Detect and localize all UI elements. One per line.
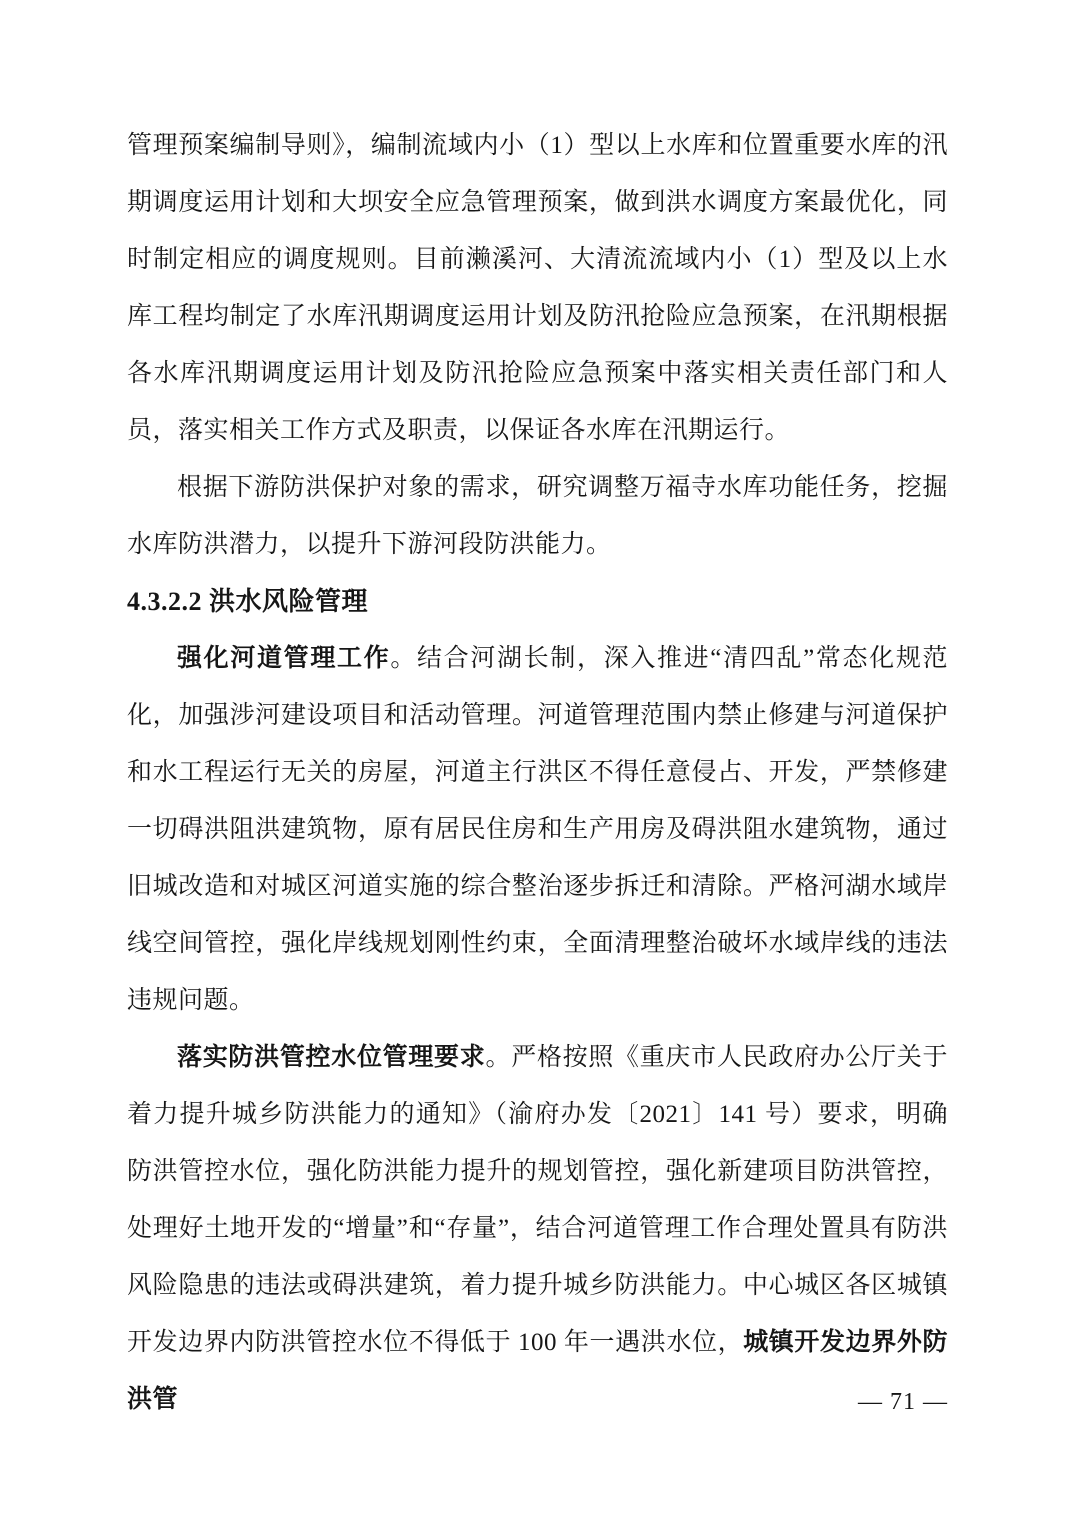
bold-lead-flood-control-level: 落实防洪管控水位管理要求 <box>177 1044 486 1071</box>
paragraph-wanfusi-reservoir: 根据下游防洪保护对象的需求，研究调整万福寺水库功能任务，挖掘水库防洪潜力，以提升下游河段防洪能力。 <box>127 474 948 558</box>
bold-lead-river-management: 强化河道管理工作 <box>177 645 391 672</box>
page-body <box>127 117 948 1428</box>
paragraph-river-management-body: 。结合河湖长制，深入推进“清四乱”常态化规范化，加强涉河建设项目和活动管理。河道管理范围内禁止修建与河道保护和水工程运行无关的房屋，河道主行洪区不得任意侵占、开发，严禁修建一切碍洪阻洪建筑物，原有居民住房和生产用房及碍洪阻水建筑物，通过旧城改造和对城区河道实施的综合整治逐步拆迁和清除。严格河湖水域岸线空间管控，强化岸线规划刚性约束，全面清理整治破坏水域岸线的违法违规问题。 <box>127 645 948 1014</box>
paragraph-reservoir-dispatch: 管理预案编制导则》，编制流域内小（1）型以上水库和位置重要水库的汛期调度运用计划和大坝安全应急管理预案，做到洪水调度方案最优化，同时制定相应的调度规则。目前濑溪河、大清流流域内小（1）型及以上水库工程均制定了水库汛期调度运用计划及防汛抢险应急预案，在汛期根据各水库汛期调度运用计划及防汛抢险应急预案中落实相关责任部门和人员，落实相关工作方式及职责，以保证各水库在汛期运行。 <box>127 132 948 444</box>
bold-tail-urban-boundary: 城镇开发边界外防洪管 <box>127 1329 948 1413</box>
page-footer <box>127 1386 948 1418</box>
section-heading-flood-risk-management: 4.3.2.2 洪水风险管理 <box>127 587 369 616</box>
paragraph-flood-control-level-body: 。严格按照《重庆市人民政府办公厅关于着力提升城乡防洪能力的通知》（渝府办发〔2021〕141 号）要求，明确防洪管控水位，强化防洪能力提升的规划管控，强化新建项目防洪管控，处理好土地开发的“增量”和“存量”，结合河道管理工作合理处置具有防洪风险隐患的违法或碍洪建筑，着力提升城乡防洪能力。中心城区各区城镇开发边界内防洪管控水位不得低于 100 年一遇洪水位， <box>127 1044 948 1356</box>
paragraph-river-management <box>127 630 948 1029</box>
paragraph-flood-control-level <box>127 1029 948 1428</box>
page-number: — 71 — <box>858 1389 948 1415</box>
